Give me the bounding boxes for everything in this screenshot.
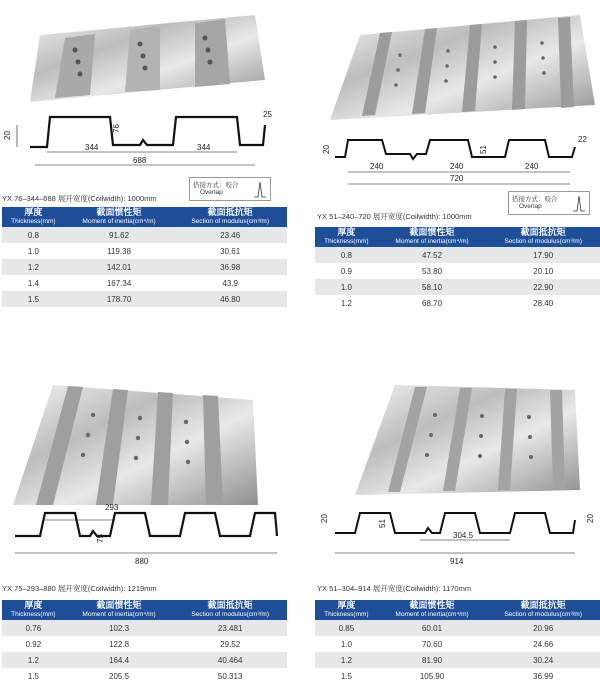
dim-label: 20 [586,514,595,523]
table-row [2,259,287,275]
table-row [2,652,287,668]
cell-modulus: 23.46 [173,227,287,243]
cell-inertia: 119.38 [65,243,174,259]
col-modulus-cn: 截面抵抗矩 [520,227,566,237]
panel-yx76 [0,0,300,350]
dim-label: 51 [378,519,387,528]
col-thickness-cn: 厚度 [337,227,356,237]
cell-modulus: 36.99 [486,668,600,684]
col-thickness-cn: 厚度 [24,600,43,610]
cell-modulus: 17.90 [486,247,600,263]
profile-caption: YX 75–293–880 展开宽度(Coilwidth): 1219mm [2,584,157,593]
dim-label: 75 [96,534,105,543]
table-row [315,295,600,311]
table-row [315,263,600,279]
table-header [315,600,600,620]
cell-thickness: 0.9 [315,263,378,279]
deck-photo [8,380,268,510]
cell-inertia: 164.4 [65,652,174,668]
cell-thickness: 1.2 [2,259,65,275]
col-inertia-cn: 截面惯性矩 [96,600,142,610]
profile-caption: YX 76–344–688 展开宽度(Coilwidth): 1000mm [2,194,157,203]
col-thickness-en: Thickness(mm) [11,611,56,618]
cell-modulus: 29.52 [173,636,287,652]
cell-modulus: 22.90 [486,279,600,295]
cell-inertia: 102.3 [65,620,174,636]
dim-label: 51 [479,145,488,154]
profile-caption: YX 51–304–914 展开宽度(Coilwidth): 1170mm [317,584,472,593]
col-modulus-cn: 截面抵抗矩 [207,600,253,610]
panel-yx51-240 [300,0,600,350]
dim-label: 20 [320,514,329,523]
col-modulus-en: Section of modulus(cm³/m) [191,218,269,225]
cell-modulus: 30.24 [486,652,600,668]
dim-label: 293 [105,503,119,512]
table-row [315,620,600,636]
cell-thickness: 1.5 [2,291,65,307]
table-row [2,291,287,307]
col-modulus-en: Section of modulus(cm³/m) [504,238,582,245]
col-inertia-en: Moment of inertia(cm⁴/m) [395,611,469,618]
table-header [315,227,600,247]
spec-table [2,600,287,684]
profile-drawing [305,498,600,568]
table-row [2,620,287,636]
col-thickness-en: Thickness(mm) [11,218,56,225]
cell-modulus: 46.80 [173,291,287,307]
overlap-en: Overlap [200,189,223,196]
col-inertia-cn: 截面惯性矩 [409,600,455,610]
table-row [315,636,600,652]
cell-modulus: 40.464 [173,652,287,668]
col-inertia-cn: 截面惯性矩 [96,207,142,217]
table-row [315,279,600,295]
profile-drawing [310,132,600,192]
dim-label: 304.5 [453,531,474,540]
spec-table [315,600,600,684]
dim-label: 344 [85,143,99,152]
overlap-box [189,177,271,201]
cell-modulus: 20.10 [486,263,600,279]
profile-drawing [5,498,295,573]
cell-inertia: 68.70 [378,295,487,311]
col-thickness-cn: 厚度 [337,600,356,610]
profile-drawing [5,105,290,175]
col-inertia-cn: 截面惯性矩 [409,227,455,237]
overlap-cn: 搭接方式：咬合 [193,182,239,189]
dim-label: 688 [133,156,147,165]
table-header [2,600,287,620]
cell-inertia: 142.01 [65,259,174,275]
table-row [2,275,287,291]
deck-photo [355,380,585,500]
cell-modulus: 20.96 [486,620,600,636]
col-modulus-en: Section of modulus(cm³/m) [504,611,582,618]
cell-modulus: 30.61 [173,243,287,259]
spec-table [2,207,287,307]
cell-modulus: 24.66 [486,636,600,652]
dim-label: 240 [370,162,384,171]
cell-inertia: 60.01 [378,620,487,636]
cell-thickness: 0.8 [2,227,65,243]
cell-modulus: 28.40 [486,295,600,311]
cell-modulus: 36.98 [173,259,287,275]
cell-modulus: 23.481 [173,620,287,636]
profile-caption: YX 51–240–720 展开宽度(Coilwidth): 1000mm [317,212,472,221]
dim-label: 20 [322,145,331,154]
cell-thickness: 1.2 [315,295,378,311]
cell-inertia: 167.34 [65,275,174,291]
table-header [2,207,287,227]
spec-table [315,227,600,311]
cell-thickness: 1.5 [315,668,378,684]
cell-inertia: 70.60 [378,636,487,652]
cell-thickness: 1.2 [2,652,65,668]
col-thickness-en: Thickness(mm) [324,238,369,245]
cell-inertia: 47.52 [378,247,487,263]
overlap-en: Overlap [519,203,542,210]
overlap-icon [571,193,587,213]
cell-inertia: 91.62 [65,227,174,243]
cell-thickness: 1.0 [315,636,378,652]
cell-thickness: 0.8 [315,247,378,263]
dim-label: 20 [3,131,12,140]
dim-label: 914 [450,557,464,566]
table-row [315,247,600,263]
col-thickness-en: Thickness(mm) [324,611,369,618]
cell-thickness: 0.92 [2,636,65,652]
col-modulus-en: Section of modulus(cm³/m) [191,611,269,618]
cell-thickness: 1.5 [2,668,65,684]
cell-modulus: 43.9 [173,275,287,291]
col-inertia-en: Moment of inertia(cm⁴/m) [82,611,156,618]
col-modulus-cn: 截面抵抗矩 [207,207,253,217]
cell-inertia: 205.5 [65,668,174,684]
cell-inertia: 53.80 [378,263,487,279]
panel-yx51-304 [300,350,600,700]
table-row [315,668,600,684]
col-inertia-en: Moment of inertia(cm⁴/m) [395,238,469,245]
dim-label: 720 [450,174,464,183]
col-inertia-en: Moment of inertia(cm⁴/m) [82,218,156,225]
cell-modulus: 50.313 [173,668,287,684]
dim-label: 22 [578,135,587,144]
deck-photo [10,10,270,105]
dim-label: 240 [450,162,464,171]
col-thickness-cn: 厚度 [24,207,43,217]
cell-thickness: 1.0 [2,243,65,259]
cell-inertia: 81.90 [378,652,487,668]
cell-thickness: 1.2 [315,652,378,668]
cell-inertia: 178.70 [65,291,174,307]
cell-thickness: 1.0 [315,279,378,295]
table-row [315,652,600,668]
dim-label: 25 [263,110,272,119]
panel-yx75 [0,350,300,700]
cell-thickness: 0.85 [315,620,378,636]
overlap-icon [252,179,268,199]
overlap-cn: 搭接方式：咬合 [512,196,558,203]
cell-thickness: 0.76 [2,620,65,636]
dim-label: 240 [525,162,539,171]
table-row [2,243,287,259]
overlap-box [508,191,590,215]
cell-inertia: 105.90 [378,668,487,684]
dim-label: 76 [112,124,121,133]
cell-inertia: 122.8 [65,636,174,652]
col-modulus-cn: 截面抵抗矩 [520,600,566,610]
table-row [2,636,287,652]
dim-label: 344 [197,143,211,152]
dim-label: 880 [135,557,149,566]
deck-photo [330,15,595,125]
table-row [2,668,287,684]
cell-inertia: 58.10 [378,279,487,295]
cell-thickness: 1.4 [2,275,65,291]
table-row [2,227,287,243]
